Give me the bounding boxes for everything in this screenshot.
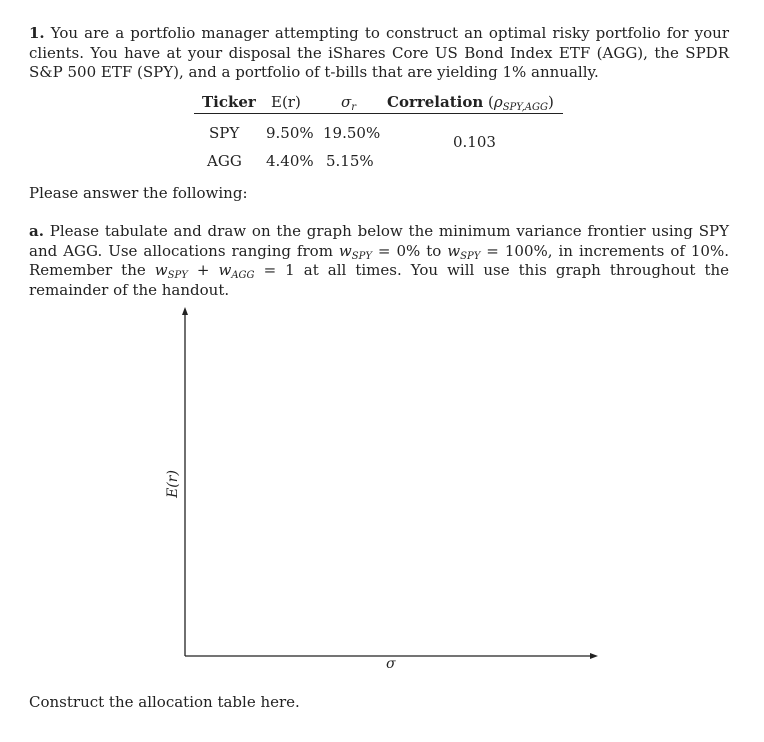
header-correlation: Correlation $(\rho_{SPY,AGG})$ [387, 93, 554, 113]
y-axis-arrowhead [182, 307, 188, 315]
correlation-value: 0.103 [453, 133, 496, 151]
x-axis-arrowhead [590, 653, 598, 659]
header-ticker: Ticker [202, 93, 256, 111]
row-spy-er: 9.50% [266, 124, 314, 142]
row-spy-sigma: 19.50% [323, 124, 381, 142]
allocation-table-prompt: Construct the allocation table here. [29, 693, 300, 711]
row-spy-ticker: SPY [209, 124, 240, 142]
prompt-text: Please answer the following: [29, 184, 248, 202]
question-number: 1. [29, 24, 45, 42]
header-sigma: $\sigma_r$ [341, 93, 357, 113]
x-axis-label: σ [386, 656, 396, 672]
row-agg-er: 4.40% [266, 152, 314, 170]
question-intro: You are a portfolio manager attempting to construct an optimal risky portfolio for your clients. You have at your disposal the iShares Core US Bond Index ETF (AGG), the SPDR S&P 500 ETF (SPY), and a portfolio of t-bills that are yielding 1% annually. [29, 24, 729, 81]
part-a-label: a. [29, 222, 44, 240]
row-agg-ticker: AGG [207, 152, 242, 170]
row-agg-sigma: 5.15% [326, 152, 374, 170]
part-a-paragraph: a. Please tabulate and draw on the graph below the minimum variance frontier using SPY and AGG. Use allocations ranging from $w_{SPY} = 0\%$ to $w_{SPY} = 100\%$, in increments of 10%. Remember the $w_{SPY} + w_{AGG} = 1$ at all times. You will use this graph throughout the remainder of the handout. [29, 222, 730, 299]
y-axis-label: E(r) [165, 470, 181, 498]
header-er: E(r) [271, 93, 301, 111]
